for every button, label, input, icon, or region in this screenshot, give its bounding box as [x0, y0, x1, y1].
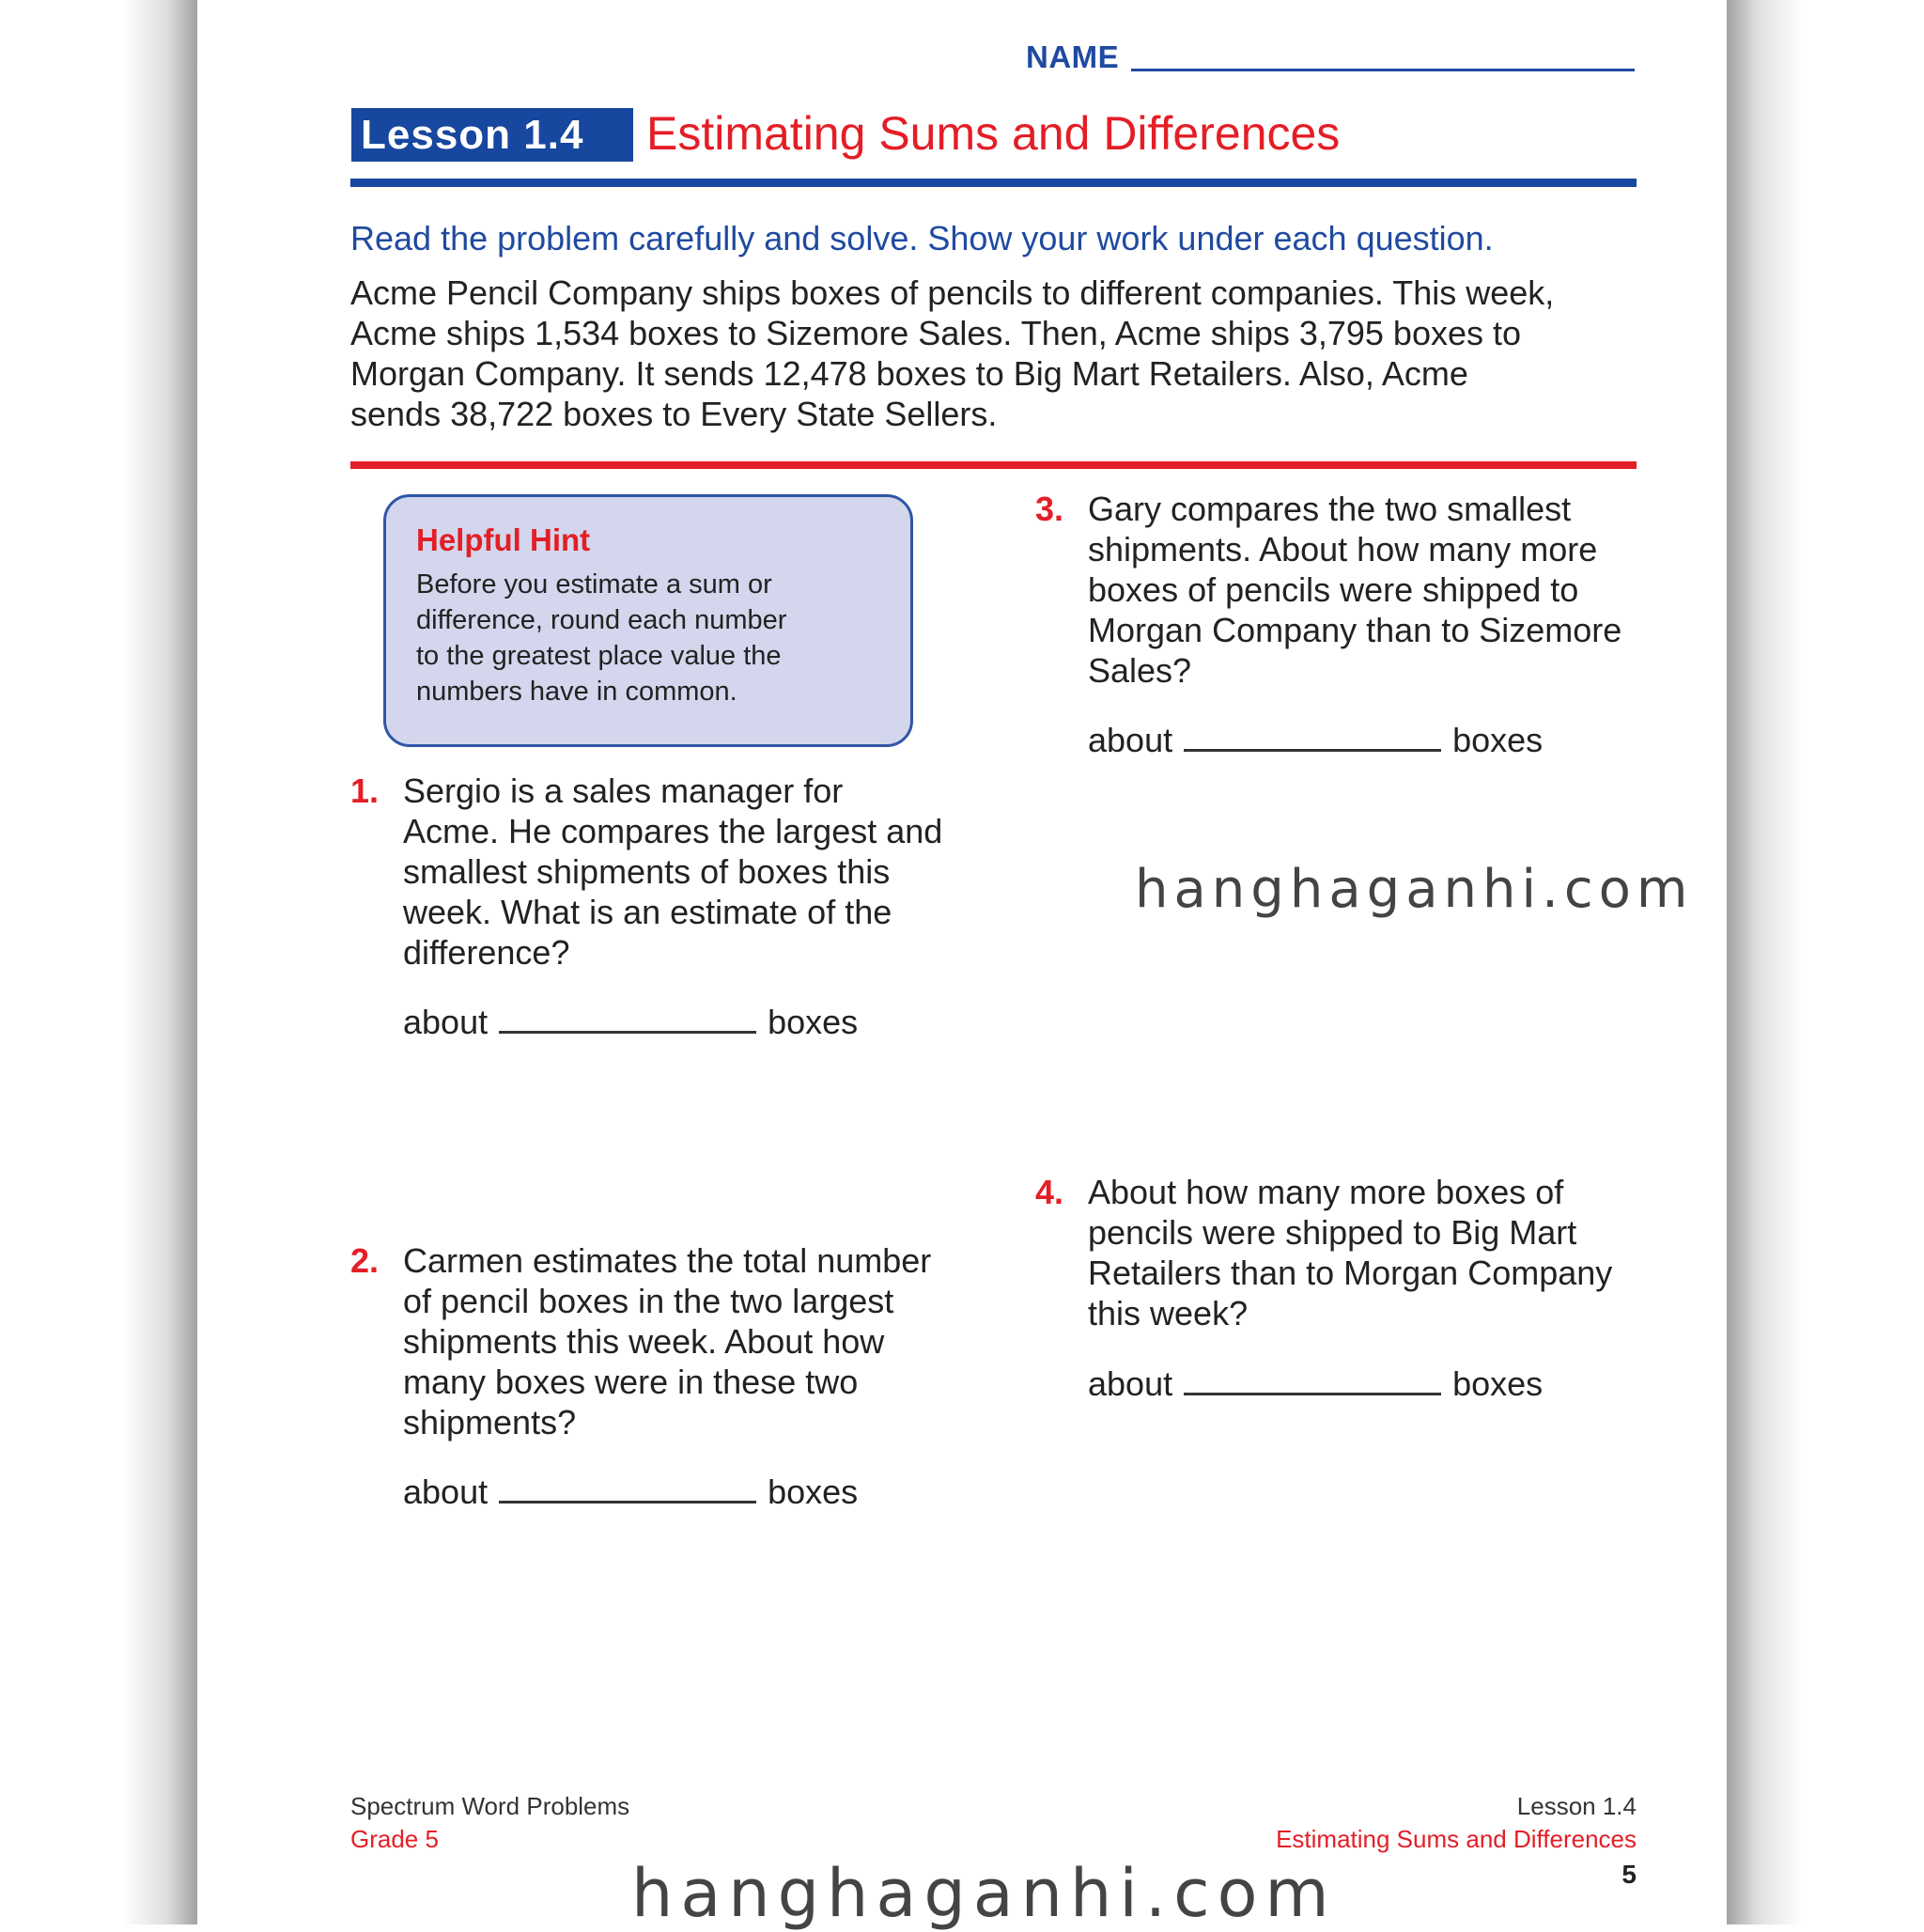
problem-text [403, 1240, 967, 1442]
problem-line: Sergio is a sales manager for [403, 771, 844, 810]
lesson-badge: Lesson 1.4 [351, 108, 633, 162]
worksheet-page [197, 0, 1727, 1924]
helpful-hint-box [383, 494, 913, 747]
answer-suffix: boxes [1452, 721, 1544, 759]
answer-suffix: boxes [768, 1003, 859, 1041]
problem-number: 4. [1035, 1173, 1064, 1211]
problem-line: About how many more boxes of [1088, 1173, 1564, 1211]
problem-line: of pencil boxes in the two largest [403, 1282, 894, 1320]
footer-lesson: Lesson 1.4 [1516, 1792, 1637, 1820]
problem-line: smallest shipments of boxes this [403, 852, 891, 891]
problem-line: Gary compares the two smallest [1088, 490, 1572, 528]
answer-prefix: about [1088, 721, 1173, 759]
hint-line: Before you estimate a sum or [416, 569, 772, 600]
intro-line: Acme Pencil Company ships boxes of pencils to different companies. This week, [350, 273, 1555, 312]
answer-suffix: boxes [768, 1472, 859, 1511]
footer-topic: Estimating Sums and Differences [1276, 1825, 1637, 1853]
answer-prefix: about [403, 1472, 489, 1511]
problem-text [1088, 489, 1689, 691]
intro-line: Acme ships 1,534 boxes to Sizemore Sales. Then, Acme ships 3,795 boxes to [350, 314, 1522, 352]
section-divider [350, 461, 1637, 469]
answer-blank[interactable] [499, 1031, 756, 1034]
problem-line: shipments. About how many more [1088, 530, 1598, 569]
answer-row [1088, 1363, 1543, 1404]
problem-number: 2. [350, 1241, 380, 1280]
answer-blank[interactable] [499, 1501, 756, 1504]
hint-text [416, 567, 858, 709]
intro-line: Morgan Company. It sends 12,478 boxes to Big Mart Retailers. Also, Acme [350, 354, 1468, 393]
answer-prefix: about [1088, 1364, 1173, 1403]
problem-line: many boxes were in these two [403, 1363, 859, 1401]
problem-line: week. What is an estimate of the [403, 893, 892, 931]
watermark: hanghaganhi.com [1135, 859, 1694, 920]
instructions: Read the problem carefully and solve. Show your work under each question. [350, 219, 1494, 257]
hint-title: Helpful Hint [416, 522, 591, 557]
answer-blank[interactable] [1184, 749, 1441, 752]
name-field[interactable] [1131, 69, 1635, 71]
page-number: 5 [1621, 1860, 1637, 1889]
problem-line: shipments? [403, 1403, 577, 1441]
problem-2 [350, 1240, 970, 1522]
problem-line: Carmen estimates the total number [403, 1241, 932, 1280]
problem-line: boxes of pencils were shipped to [1088, 570, 1579, 609]
problem-line: pencils were shipped to Big Mart [1088, 1213, 1577, 1252]
lesson-title: Estimating Sums and Differences [646, 107, 1341, 160]
problem-text [1088, 1172, 1689, 1333]
problem-line: Retailers than to Morgan Company [1088, 1254, 1613, 1292]
footer-grade: Grade 5 [350, 1825, 439, 1853]
problem-3 [1035, 489, 1693, 771]
problem-number: 1. [350, 771, 380, 810]
name-label: NAME [1026, 39, 1120, 74]
problem-1 [350, 771, 970, 1052]
problem-line: this week? [1088, 1294, 1249, 1332]
problem-line: Morgan Company than to Sizemore [1088, 611, 1622, 649]
hint-line: difference, round each number [416, 605, 787, 635]
answer-prefix: about [403, 1003, 489, 1041]
problem-text [403, 771, 967, 973]
header-divider [350, 179, 1637, 187]
problem-number: 3. [1035, 490, 1064, 528]
page-shadow-right [1727, 0, 1802, 1924]
intro-line: sends 38,722 boxes to Every State Sellers. [350, 395, 998, 433]
intro-paragraph [350, 273, 1647, 434]
answer-row [403, 1002, 858, 1042]
problem-4 [1035, 1172, 1693, 1416]
answer-row [1088, 720, 1543, 760]
problem-line: shipments this week. About how [403, 1322, 885, 1361]
answer-row [403, 1472, 858, 1512]
problem-line: difference? [403, 933, 570, 972]
footer-book-title: Spectrum Word Problems [350, 1792, 630, 1820]
hint-line: numbers have in common. [416, 677, 737, 707]
problem-line: Sales? [1088, 651, 1192, 690]
page-shadow-left [122, 0, 197, 1924]
footer-left [350, 1790, 629, 1856]
watermark: hanghaganhi.com [631, 1855, 1337, 1932]
answer-suffix: boxes [1452, 1364, 1544, 1403]
problem-line: Acme. He compares the largest and [403, 812, 943, 850]
answer-blank[interactable] [1184, 1393, 1441, 1395]
hint-line: to the greatest place value the [416, 641, 782, 671]
